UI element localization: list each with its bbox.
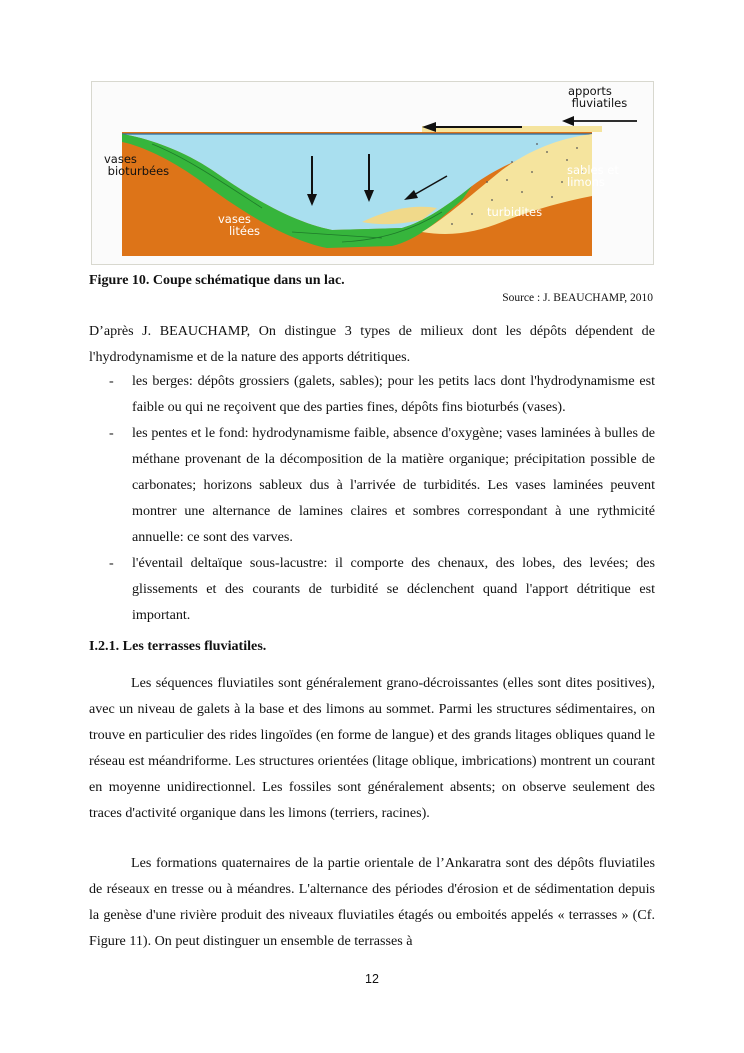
page-number: 12 bbox=[365, 972, 379, 986]
figure-source: Source : J. BEAUCHAMP, 2010 bbox=[502, 292, 653, 304]
label-vases-litees: vases litées bbox=[218, 212, 261, 238]
figure-caption: Figure 10. Coupe schématique dans un lac. bbox=[89, 273, 345, 288]
label-vases-bioturbees: vases bioturbées bbox=[104, 152, 170, 178]
list-item bbox=[89, 550, 655, 628]
inflow-arrow bbox=[562, 116, 637, 126]
label-sables-limons: sables et limons bbox=[567, 163, 619, 189]
intro-paragraph: D’après J. BEAUCHAMP, On distingue 3 types de milieux dont les dépôts dépendent de l'hydrodynamisme et de la nature des apports détritiques. bbox=[89, 323, 655, 365]
paragraph-formations: Les formations quaternaires de la partie orientale de l’Ankaratra sont des dépôts fluviatiles de réseaux en tresse ou à méandres. L'alternance des périodes d'érosion et de sédimentation depuis la genèse d'une rivière produit des niveaux fluviatiles étagés ou emboités appelés « terrasses » (Cf. Figure 11). On peut distinguer un ensemble de terrasses à bbox=[89, 855, 655, 949]
section-heading: I.2.1. Les terrasses fluviatiles. bbox=[89, 638, 267, 654]
label-turbidites: turbidites bbox=[487, 205, 543, 219]
list-item bbox=[89, 368, 655, 420]
label-apports-fluviatiles: apports fluviatiles bbox=[568, 84, 628, 110]
list-item-text: l'éventail deltaïque sous-lacustre: il comporte des chenaux, des lobes, des levées; des glissements et des courants de turbidité se déclenchent quand l'apport détritique est important. bbox=[132, 555, 655, 623]
bullet-marker: - bbox=[109, 425, 114, 441]
bullet-marker: - bbox=[109, 555, 114, 571]
list-item-text: les berges: dépôts grossiers (galets, sables); pour les petits lacs dont l'hydrodynamisme est faible ou qui ne reçoivent que des parties fines, dépôts fins bioturbés (vases). bbox=[132, 373, 655, 415]
list-item-text: les pentes et le fond: hydrodynamisme faible, absence d'oxygène; vases laminées à bulles de méthane provenant de la décomposition de la matière organique; précipitation possible de carbonates; horizons sableux dus à l'arrivée de turbidités. Les vases laminées peuvent montrer une alternance de lamines claires et sombres correspondant à une rythmicité annuelle: ce sont des varves. bbox=[132, 425, 655, 545]
list-item bbox=[89, 420, 655, 550]
paragraph-sequences: Les séquences fluviatiles sont généralement grano-décroissantes (elles sont dites positives), avec un niveau de galets à la base et des limons au sommet. Parmi les structures sédimentaires, on trouve en particulier des rides lingoïdes (en forme de langue) et des grands litages obliques quand le réseau est méandriforme. Les structures orientées (litage oblique, imbrications) montrent un courant en moyenne unidirectionnel. Les fossiles sont généralement absents; on observe seulement des traces d'activité organique dans les limons (terriers, racines). bbox=[89, 675, 655, 821]
milieux-list bbox=[89, 368, 655, 628]
lake-cross-section-figure bbox=[91, 81, 654, 265]
bullet-marker: - bbox=[109, 373, 114, 389]
